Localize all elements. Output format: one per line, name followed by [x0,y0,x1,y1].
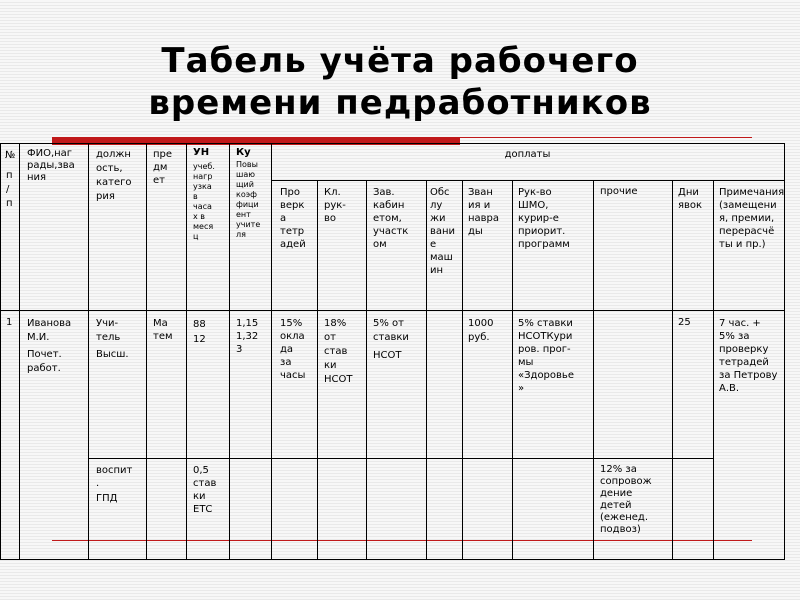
text-line: приорит. [518,226,566,237]
text-line: ки [324,360,337,371]
text-line: я, премии, [719,213,775,224]
text-line: Про [280,187,300,198]
text-line: маш [430,252,453,263]
header-num-sub [6,170,13,210]
header-notes [719,186,784,251]
text-line: работ. [27,363,61,374]
header-subject [153,148,172,187]
text-line: Зван [468,187,493,198]
col-line [462,180,463,560]
header-payments: доплаты [504,149,551,160]
text-line: детей [600,500,632,511]
text-line: ент [236,210,251,219]
text-line: став [193,478,217,489]
text-line: вани [430,226,456,237]
col-line [713,180,714,560]
text-line: 5% ставки [518,318,573,329]
text-line: ость, [96,163,123,174]
text-line: участк [373,226,409,237]
row2-un [193,464,216,516]
text-line: часы [280,370,306,381]
text-line: Повы [236,160,258,169]
text-line: ставки [373,332,409,343]
text-line: п [6,198,13,209]
header-other: прочие [600,186,638,197]
header-titles [468,186,499,238]
row1-check [280,317,305,382]
text-line: 7 час. + [719,318,761,329]
text-line: тетр [280,226,305,237]
text-line: 5% за [719,331,750,342]
text-line: должн [96,149,131,160]
row1-lead [518,317,574,395]
text-line: п [6,170,13,181]
col-line [146,143,147,560]
text-line: а [280,213,287,224]
text-line: тетрадей [719,357,769,368]
text-line: учеб. [193,162,215,171]
text-line: ом [373,239,387,250]
text-line: ния [27,172,47,183]
row1-num: 1 [6,317,13,328]
header-ku-sub [236,160,260,240]
col-line [426,180,427,560]
text-line: 5% от [373,318,404,329]
table-border-top [0,143,784,144]
text-line: ц [193,232,199,241]
row2-other [600,464,652,536]
text-line: 3 [236,344,243,355]
text-line: тель [96,332,121,343]
text-line: ров. прог- [518,344,571,355]
text-line: за Петрову [719,370,778,381]
header-service [430,186,455,277]
text-line: жи [430,213,446,224]
col-line [271,143,272,560]
text-line: Ма [153,318,168,329]
text-line: ды [468,226,483,237]
text-line: Почет. [27,349,62,360]
text-line: НСОТКури [518,331,573,342]
text-line: руб. [468,332,490,343]
text-line: ФИО,наг [27,148,73,159]
text-line: навра [468,213,500,224]
text-line: от [324,332,336,343]
col-line [672,180,673,560]
text-line: ля [236,230,246,239]
text-line: рук- [324,200,346,211]
text-line: верк [280,200,305,211]
text-line: став [324,346,348,357]
text-line: 0,5 [193,465,209,476]
header-un-sub [193,162,215,242]
header-days [678,186,702,212]
text-line: подвоз) [600,524,641,535]
row1-subject [153,317,173,343]
text-line: Дни [678,187,699,198]
text-line: сопровож [600,476,652,487]
header-check [280,186,306,251]
text-line: ет [153,175,165,186]
text-line: Примечания [719,187,785,198]
payments-divider [271,180,784,181]
row1-class-lead [324,317,352,387]
header-fio [27,148,75,184]
col-line [512,180,513,560]
text-line: ЕТС [193,504,213,515]
text-line: 12% за [600,464,637,475]
text-line: щий [236,180,254,189]
row2-position [96,464,132,505]
text-line: часа [193,202,212,211]
text-line: лу [430,200,443,211]
row1-notes [719,317,777,395]
text-line: адей [280,239,306,250]
text-line: Рук-во [518,187,552,198]
text-line: проверку [719,344,769,355]
col-line [317,180,318,560]
header-position [96,148,132,204]
page-title [0,40,800,124]
text-line: учите [236,220,261,229]
text-line: 1,32 [236,331,259,342]
text-line: узка [193,182,212,191]
text-line: (еженед. [600,512,648,523]
text-line: программ [518,239,570,250]
text-line: 12 [193,334,206,345]
accent-line-bottom [52,540,752,541]
text-line: пре [153,149,173,160]
text-line: рия [96,191,115,202]
text-line: Высш. [96,349,129,360]
text-line: перерасчё [719,226,775,237]
text-line: » [518,383,525,394]
text-line: явок [678,200,703,211]
text-line: 88 [193,319,206,330]
text-line: во [324,213,337,224]
text-line: х в [193,212,205,221]
text-line: . [96,478,100,489]
text-line: рады,зва [27,160,75,171]
text-line: за [280,357,292,368]
text-line: в [193,192,198,201]
text-line: ки [193,491,206,502]
text-line: М.И. [27,332,50,343]
text-line: фици [236,200,259,209]
col-line [0,143,1,560]
text-line: ГПД [96,493,118,504]
accent-line-top [52,137,752,138]
col-line [19,143,20,560]
text-line: 15% [280,318,303,329]
text-line: Кл. [324,187,341,198]
text-line: 1,15 [236,318,259,329]
row-divider [88,458,714,459]
text-line: воспит [96,465,133,476]
col-line [229,143,230,560]
row1-position [96,317,129,362]
header-lead [518,186,570,251]
text-line: / [6,184,10,195]
text-line: А.В. [719,383,740,394]
text-line: дение [600,488,633,499]
text-line: коэф [236,190,257,199]
text-line: етом, [373,213,402,224]
row1-un [193,317,206,347]
header-cabinet [373,186,408,251]
header-divider [0,310,784,311]
title-line-2: времени педработников [148,83,652,123]
header-num: № [5,150,16,161]
header-ku [236,147,260,240]
text-line: Зав. [373,187,395,198]
text-line: е [430,239,437,250]
text-line: Иванова [27,318,72,329]
row1-titles [468,317,493,345]
text-line: мы [518,357,534,368]
row1-cabinet [373,317,409,363]
text-line: шаю [236,170,255,179]
row1-days: 25 [678,317,691,328]
text-line: тем [153,331,173,342]
row1-ku [236,317,258,356]
header-ku-title: Ку [236,147,251,158]
col-line [593,180,594,560]
text-line: НСОТ [324,374,353,385]
text-line: кабин [373,200,405,211]
text-line: ия и [468,200,491,211]
text-line: ин [430,265,444,276]
col-line [366,180,367,560]
text-line: курир-е [518,213,559,224]
text-line: да [280,344,294,355]
text-line: меся [193,222,214,231]
text-line: дм [153,162,168,173]
col-line [186,143,187,560]
header-un-title: УН [193,147,210,158]
title-line-1: Табель учёта рабочего [161,41,639,81]
text-line: Учи- [96,318,119,329]
text-line: Обс [430,187,450,198]
text-line: НСОТ [373,350,402,361]
text-line: катего [96,177,132,188]
header-un [193,147,215,242]
col-line [88,143,89,560]
text-line: ты и пр.) [719,239,766,250]
table-border-bottom [0,559,784,560]
text-line: ШМО, [518,200,549,211]
text-line: (замещени [719,200,777,211]
text-line: окла [280,331,305,342]
text-line: 1000 [468,318,494,329]
text-line: «Здоровье [518,370,574,381]
text-line: 18% [324,318,347,329]
header-class-lead [324,186,346,225]
text-line: нагр [193,172,213,181]
row1-fio [27,317,71,376]
